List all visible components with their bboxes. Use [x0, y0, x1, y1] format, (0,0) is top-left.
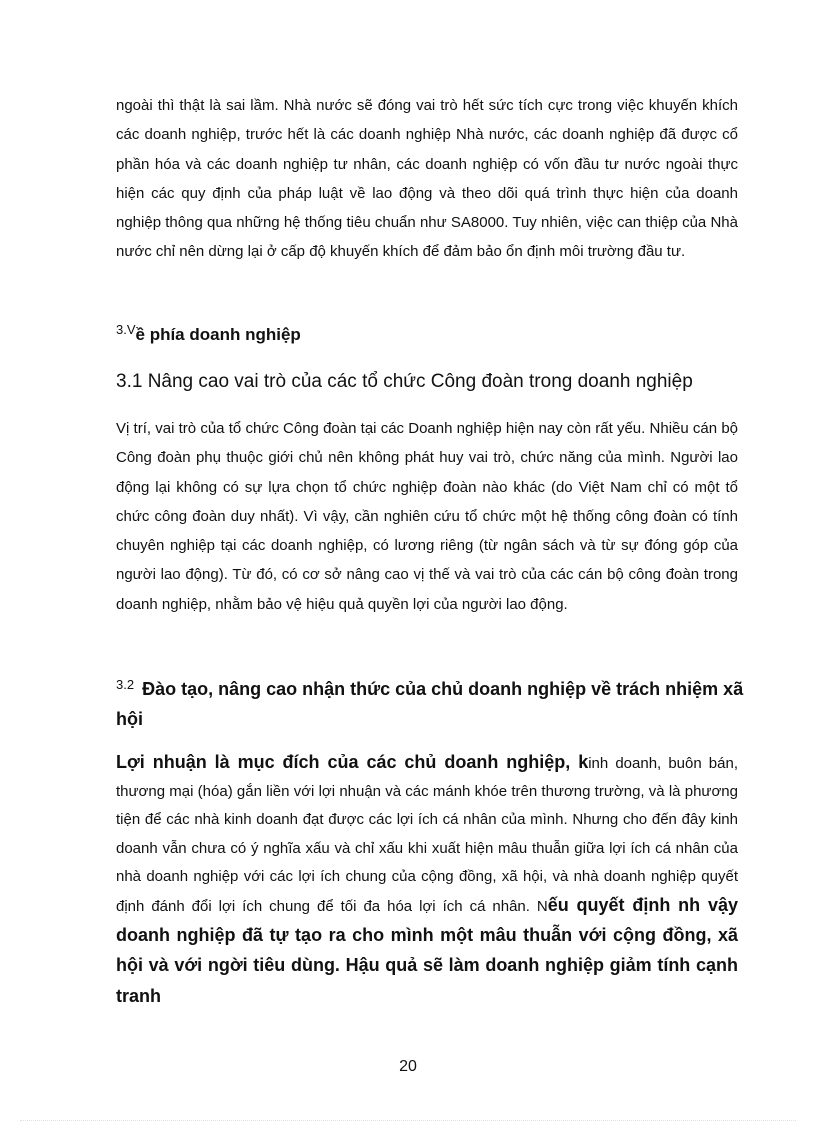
paragraph-profit [116, 748, 738, 1012]
paragraph-union-role: Vị trí, vai trò của tổ chức Công đoàn tại các Doanh nghiệp hiện nay còn rất yếu. Nhiều cán bộ Công đoàn phụ thuộc giới chủ nên không phát huy vai trò, chức năng của mình. Người lao động lại không có sự lựa chọn tổ chức nghiệp đoàn nào khác (do Việt Nam chỉ có một tổ chức công đoàn duy nhất). Vì vậy, cần nghiên cứu tổ chức một hệ thống công đoàn có tính chuyên nghiệp tại các doanh nghiệp, có lương riêng (từ ngân sách và từ sự đóng góp của người lao động). Từ đó, có cơ sở nâng cao vị thế và vai trò của các cán bộ công đoàn trong doanh nghiệp, nhằm bảo vệ hiệu quả quyền lợi của người lao động. [116, 420, 738, 613]
section-heading-enterprise [116, 322, 301, 345]
section-title: ề phía doanh nghiệp [135, 325, 301, 344]
paragraph-state-role: ngoài thì thật là sai lầm. Nhà nước sẽ đóng vai trò hết sức tích cực trong việc khuyến khích các doanh nghiệp, trước hết là các doanh nghiệp Nhà nước, các doanh nghiệp đã được cổ phần hóa và các doanh nghiệp tư nhân, các doanh nghiệp có vốn đầu tư nước ngoài thực hiện các quy định của pháp luật về lao động và theo dõi quá trình thực hiện của doanh nghiệp thông qua những hệ thống tiêu chuẩn như SA8000. Tuy nhiên, việc can thiệp của Nhà nước chỉ nên dừng lại ở cấp độ khuyến khích để đảm bảo ổn định môi trường đầu tư. [116, 97, 738, 261]
subsection-title: Đào tạo, nâng cao nhận thức của chủ doanh nghiệp về trách nhiệm xã hội [116, 679, 744, 729]
subsection-number: 3.2 [116, 677, 135, 692]
page-bottom-rule [20, 1120, 796, 1121]
subsection-heading-3-2 [116, 675, 746, 734]
section-number: 3.V [116, 322, 136, 337]
subsection-heading-3-1: 3.1 Nâng cao vai trò của các tổ chức Công đoàn trong doanh nghiệp [116, 371, 693, 392]
paragraph-profit-tail: ếu quyết định nh vậy doanh nghiệp đã tự tạo ra cho mình một mâu thuẫn với cộng đồng, xã hội và với ngời tiêu dùng. Hậu quả sẽ làm doanh nghiệp giảm tính cạnh tranh [116, 895, 738, 1006]
paragraph-profit-body: inh doanh, buôn bán, thương mại (hóa) gắn liền với lợi nhuận và các mánh khóe trên thương trường, và là phương tiện để các nhà kinh doanh đạt được các lợi ích cá nhân của mình. Nhưng cho đến đây kinh doanh vẫn chưa có ý nghĩa xấu và chỉ xấu khi xuất hiện mâu thuẫn giữa lợi ích cá nhân của nhà doanh nghiệp với các lợi ích chung của cộng đồng, xã hội, và nhà doanh nghiệp quyết định đánh đổi lợi ích chung để tối đa hóa lợi ích cá nhân. N [116, 755, 738, 916]
paragraph-profit-lead: Lợi nhuận là mục đích của các chủ doanh nghiệp, k [116, 752, 589, 772]
page-number: 20 [399, 1058, 417, 1075]
